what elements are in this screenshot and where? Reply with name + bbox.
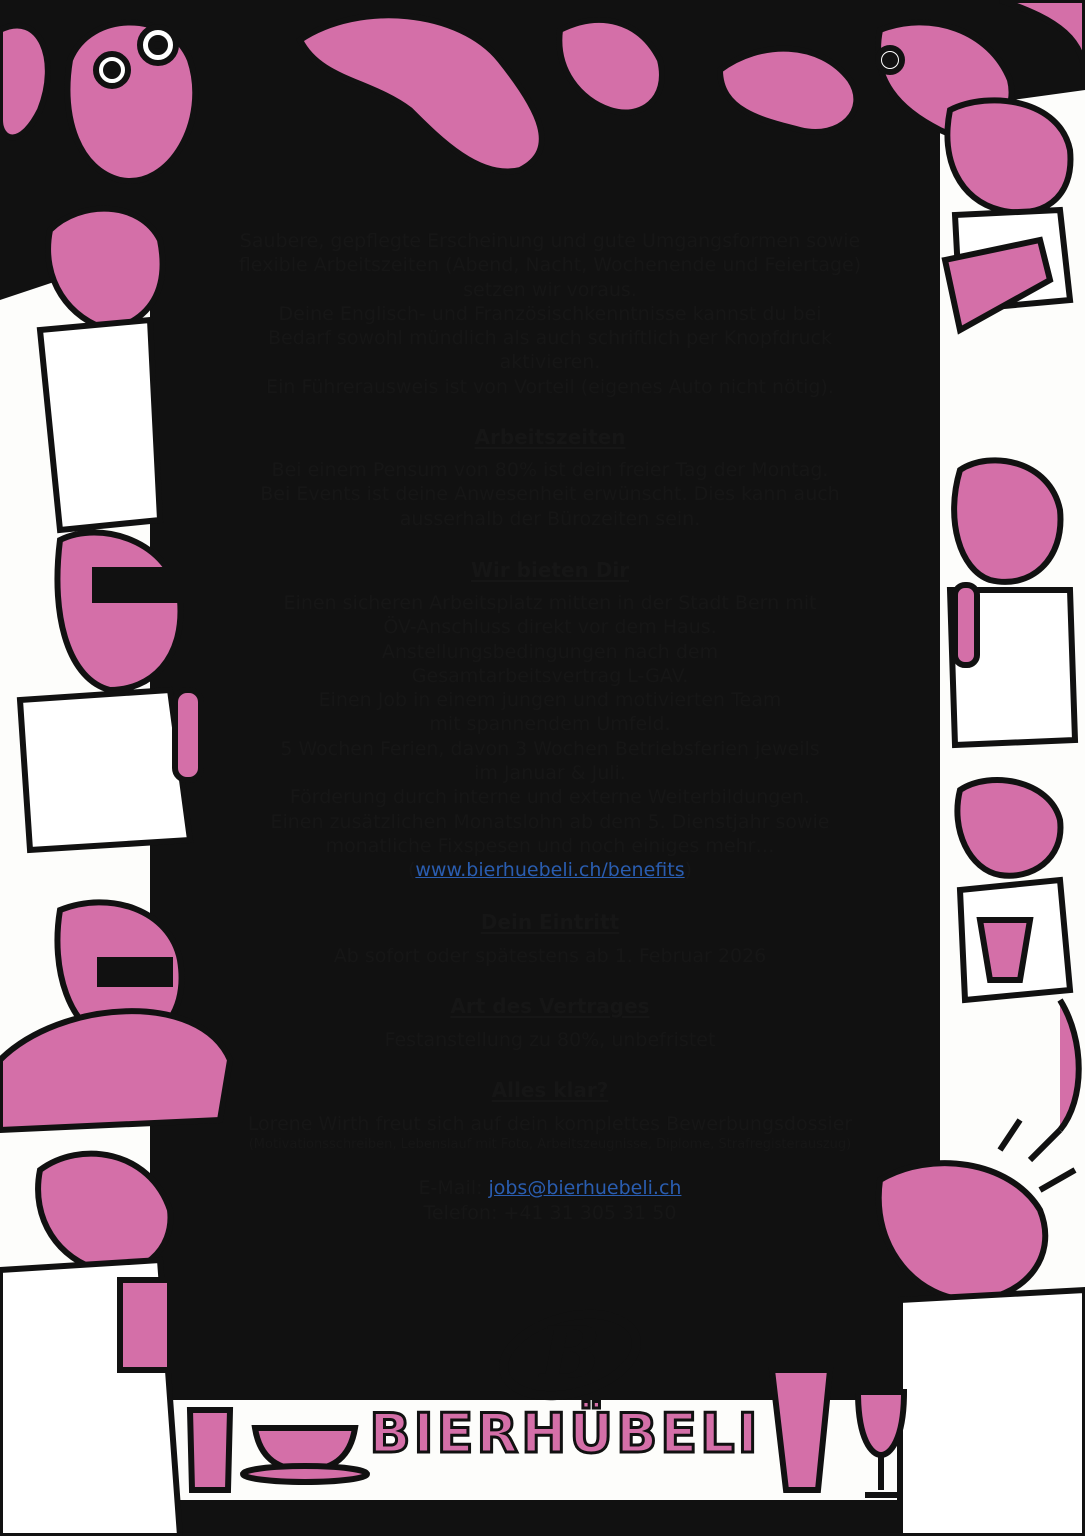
email-line (170, 1176, 930, 1200)
kontakt-documents: (Motivationsschreiben, Lebenslauf mit Foto, Arbeitszeugnisse, Diplome, Strafregisterauszug) (248, 1137, 852, 1153)
arbeitszeiten-heading: Arbeitszeiten (474, 425, 626, 449)
kontakt-section (170, 1077, 930, 1225)
intro-line: Saubere, gepflegte Erscheinung und gute Umgangsformen sowie (239, 230, 861, 252)
paren-open: ( (407, 859, 416, 882)
wir-bieten-line: 5 Wochen Ferien, davon 3 Wochen Betriebsferien jeweils (280, 737, 820, 760)
wir-bieten-line: Einen zusätzlichen Monatslohn ab dem 5. Dienstjahr sowie (270, 810, 830, 833)
wir-bieten-heading: Wir bieten Dir (470, 558, 630, 582)
eintritt-text: Ab sofort oder spätestens ab 1. Februar 2026 (333, 945, 767, 967)
kontakt-heading: Alles klar? (491, 1078, 609, 1102)
intro-line: Ein Führerausweis ist von Vorteil (eigenes Auto nicht nötig). (266, 375, 834, 398)
arbeitszeiten-line: ausserhalb der Bürozeiten sein. (399, 507, 701, 530)
intro-line: flexible Arbeitszeiten (Abend, Nacht, Wochenende und Feiertage) (238, 254, 862, 277)
wir-bieten-line: Förderung durch interne und externe Weiterbildungen. (289, 786, 811, 809)
bierhuebeli-wordmark: BIERHÜBELI (369, 1402, 761, 1465)
wir-bieten-section (170, 557, 930, 883)
arbeitszeiten-line: Bei Events ist deine Anwesenheit erwünscht. Dies kann auch (260, 483, 840, 506)
kontakt-text: Lorene Wirth freut sich auf dein komplettes Bewerbungsdossier (247, 1113, 853, 1135)
eintritt-section (170, 909, 930, 968)
wir-bieten-line: im Januar & Juli. (474, 762, 626, 785)
intro-line: setzen wir voraus. (463, 278, 637, 301)
vertrag-section (170, 993, 930, 1052)
email-link[interactable]: jobs@bierhuebeli.ch (488, 1177, 682, 1200)
wir-bieten-line: Einen sicheren Arbeitsplatz mitten in der Stadt Bern mit (283, 592, 817, 614)
intro-section (170, 229, 930, 399)
wir-bieten-line: Einen Job in einem jungen und motivierten Team (318, 689, 782, 712)
vertrag-heading: Art des Vertrages (450, 994, 650, 1018)
vertrag-text: Festanstellung zu 80%, unbefristet (384, 1029, 716, 1051)
benefits-link[interactable]: www.bierhuebeli.ch/benefits (415, 859, 685, 882)
arbeitszeiten-section (170, 424, 930, 531)
paren-close: ) (684, 859, 693, 882)
wir-bieten-line: ÖV-Anschluss direkt vor dem Haus. (383, 616, 717, 639)
eintritt-heading: Dein Eintritt (480, 910, 620, 934)
wir-bieten-line: Gesamtarbeitsvertrag L-GAV. (411, 664, 689, 687)
phone-line: Telefon: +41 31 305 31 50 (423, 1201, 677, 1224)
svg-text:B: B (539, 1310, 601, 1395)
intro-line: Deine Englisch- und Französischkenntnisse kannst du bei (278, 302, 822, 325)
benefits-link-line (170, 858, 930, 882)
arbeitszeiten-line: Bei einem Pensum von 80% ist dein freier Tag der Montag. (271, 459, 829, 481)
intro-line: Bedarf sowohl mündlich als auch schriftlich per Knopfdruck (267, 327, 833, 350)
wir-bieten-line: mit spannendem Umfeld. (429, 713, 671, 736)
wir-bieten-line: Anstellungsbedingungen nach dem (381, 640, 719, 663)
email-label: E-Mail: (418, 1177, 489, 1200)
intro-line: aktivieren. (499, 351, 601, 374)
wir-bieten-line: monatliche Fixspesen und noch einiges mehr… (325, 834, 775, 857)
